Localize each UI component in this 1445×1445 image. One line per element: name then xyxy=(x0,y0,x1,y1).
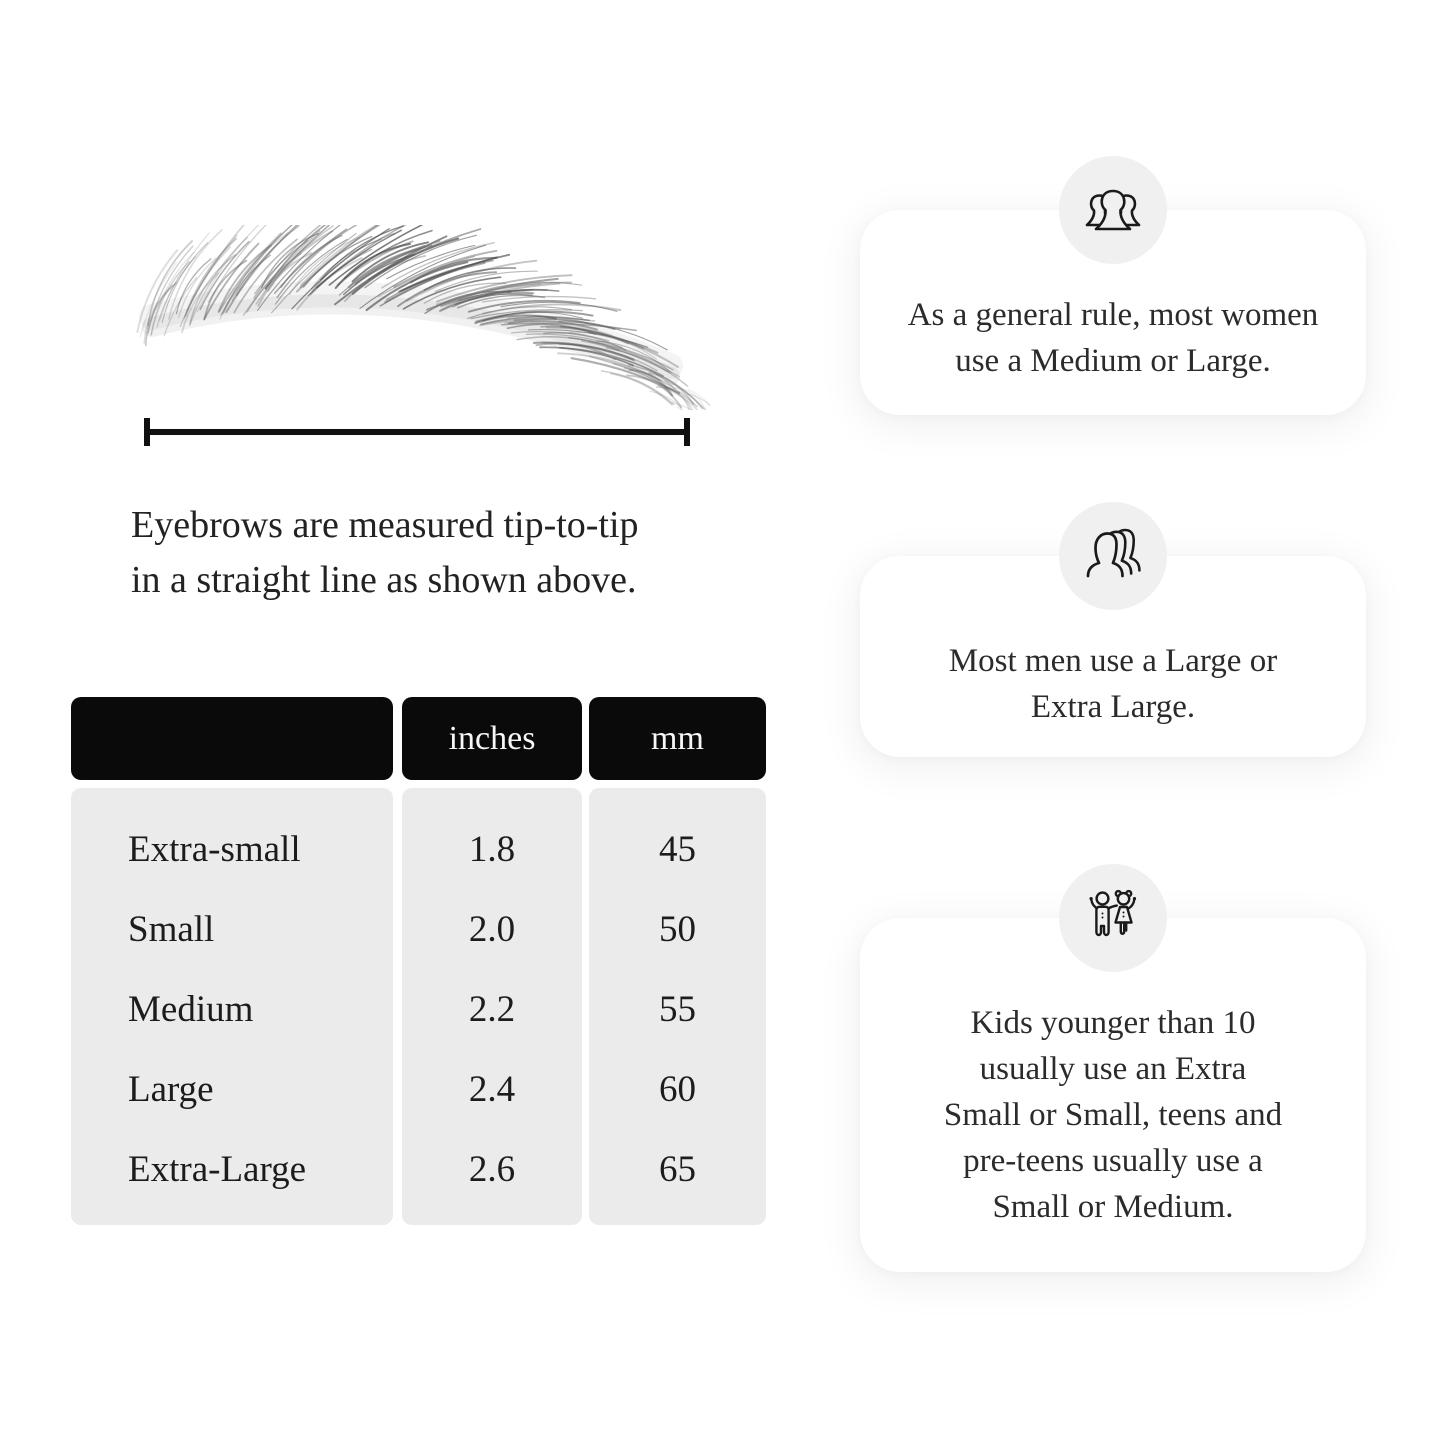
table-row: Medium xyxy=(128,988,254,1030)
measurement-caption xyxy=(131,498,639,608)
table-cell: 65 xyxy=(659,1148,696,1190)
card-women-text xyxy=(860,292,1366,384)
table-row: Extra-small xyxy=(128,829,301,871)
card-text-line: Extra Large. xyxy=(1030,689,1196,725)
table-cell: 55 xyxy=(659,988,696,1030)
eyebrow-illustration xyxy=(100,225,710,410)
measure-tick-left xyxy=(144,418,150,446)
table-cell: 2.4 xyxy=(468,1068,516,1110)
card-text-line: Kids younger than 10 xyxy=(970,1005,1256,1041)
card-text-line: pre-teens usually use a xyxy=(963,1143,1263,1179)
table-header-inches: inches xyxy=(402,697,582,780)
table-row: Extra-Large xyxy=(128,1148,307,1190)
card-kids xyxy=(860,918,1366,1272)
table-cell: 2.2 xyxy=(468,988,516,1030)
table-cell: 2.6 xyxy=(468,1148,516,1190)
measure-line xyxy=(147,429,687,435)
women-group-icon xyxy=(1081,178,1145,242)
card-men-text xyxy=(860,638,1366,730)
men-group-icon xyxy=(1081,524,1145,588)
card-text-line: Small or Medium. xyxy=(992,1189,1234,1225)
table-cell: 45 xyxy=(659,829,696,871)
table-body-mm xyxy=(589,788,766,1225)
card-text-line: Small or Small, teens and xyxy=(943,1097,1283,1133)
table-cell: 2.0 xyxy=(468,909,516,951)
table-cell: 60 xyxy=(659,1068,696,1110)
caption-line-2: in a straight line as shown above. xyxy=(131,559,637,601)
card-text-line: As a general rule, most women xyxy=(907,297,1319,333)
caption-line-1: Eyebrows are measured tip-to-tip xyxy=(131,504,639,546)
card-text-line: usually use an Extra xyxy=(979,1051,1247,1087)
table-row: Large xyxy=(128,1068,214,1110)
card-text-line: use a Medium or Large. xyxy=(955,343,1271,379)
table-header-mm: mm xyxy=(589,697,766,780)
table-body-size xyxy=(71,788,393,1225)
kids-icon xyxy=(1081,886,1145,950)
kids-badge xyxy=(1059,864,1167,972)
table-row: Small xyxy=(128,909,215,951)
women-badge xyxy=(1059,156,1167,264)
table-cell: 1.8 xyxy=(468,829,516,871)
card-men xyxy=(860,556,1366,757)
men-badge xyxy=(1059,502,1167,610)
card-women xyxy=(860,210,1366,415)
card-text-line: Most men use a Large or xyxy=(948,643,1278,679)
table-body-inches xyxy=(402,788,582,1225)
card-kids-text xyxy=(860,1000,1366,1230)
table-cell: 50 xyxy=(659,909,696,951)
table-header-size xyxy=(71,697,393,780)
measure-tick-right xyxy=(684,418,690,446)
